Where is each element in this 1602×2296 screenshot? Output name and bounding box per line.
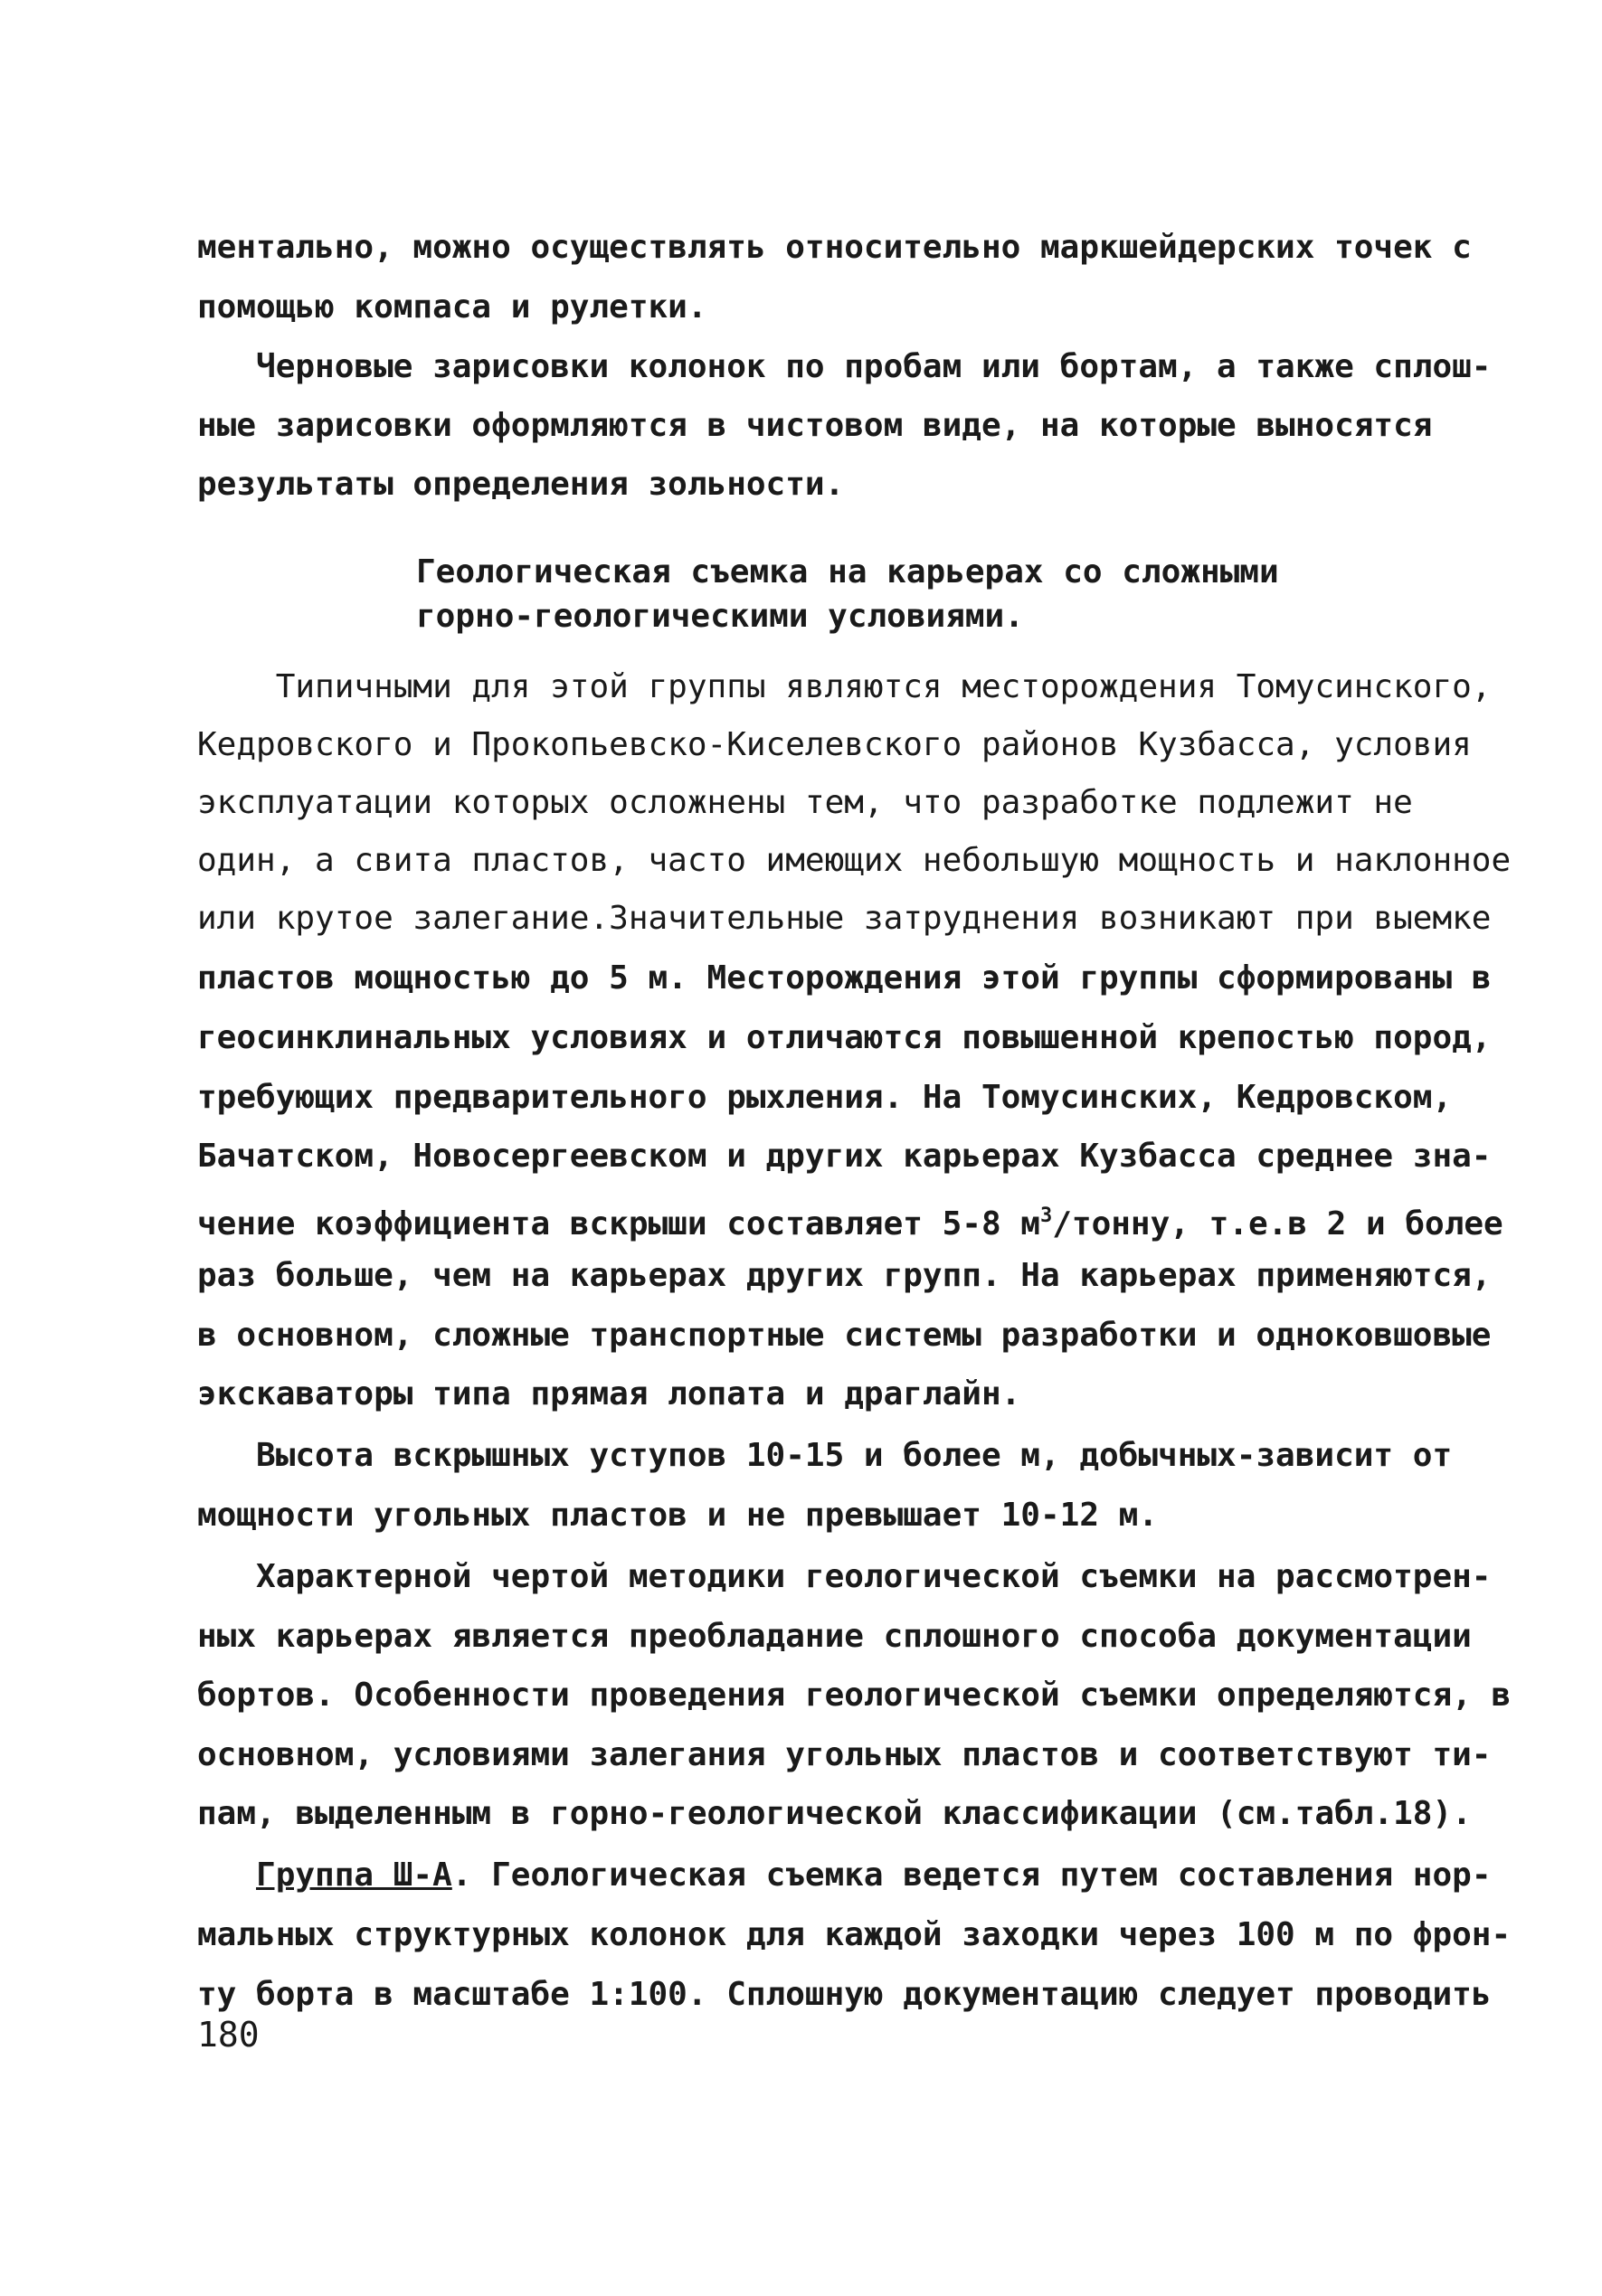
text-line [197, 1856, 1492, 1895]
text-line: или крутое залегание.Значительные затруднения возникают при выемке [197, 900, 1492, 937]
text-line: ментально, можно осуществлять относительно маркшейдерских точек с [197, 229, 1472, 266]
section-heading: Геологическая съемка на карьерах со сложными [416, 553, 1279, 591]
text-line: бортов. Особенности проведения геологической съемки определяются, в [197, 1677, 1512, 1714]
text-line: в основном, сложные транспортные системы разработки и одноковшовые [197, 1317, 1492, 1354]
text-line: эксплуатации которых осложнены тем, что разработке подлежит не [197, 784, 1413, 821]
text-line: один, а свита пластов, часто имеющих небольшую мощность и наклонное [197, 842, 1512, 879]
text-line: Черновые зарисовки колонок по пробам или бортам, а также сплош- [197, 348, 1492, 385]
text-line [197, 1196, 1503, 1244]
group-label: Группа Ш-А [256, 1857, 452, 1894]
text-line: ные зарисовки оформляются в чистовом виде, на которые выносятся [197, 407, 1433, 444]
text-line: пластов мощностью до 5 м. Месторождения этой группы сформированы в [197, 959, 1492, 997]
text-segment: /тонну, т.е.в 2 и более [1052, 1205, 1503, 1242]
text-line: Характерной чертой методики геологической съемки на рассмотрен- [197, 1558, 1492, 1595]
text-line: требующих предварительного рыхления. На Томусинских, Кедровском, [197, 1079, 1453, 1116]
text-line: Кедровского и Прокопьевско-Киселевского районов Кузбасса, условия [197, 726, 1472, 763]
text-line: мальных структурных колонок для каждой заходки через 100 м по фрон- [197, 1916, 1512, 1953]
text-line: Высота вскрышных уступов 10-15 и более м, добычных-зависит от [197, 1437, 1453, 1474]
text-line: Бачатском, Новосергеевском и других карьерах Кузбасса среднее зна- [197, 1138, 1492, 1175]
text-line: помощью компаса и рулетки. [197, 288, 707, 326]
text-line: раз больше, чем на карьерах других групп. На карьерах применяются, [197, 1257, 1492, 1294]
text-line: основном, условиями залегания угольных пластов и соответствуют ти- [197, 1736, 1492, 1773]
text-line: результаты определения зольности. [197, 466, 845, 503]
text-line: ту борта в масштабе 1:100. Сплошную документацию следует проводить [197, 1976, 1492, 2013]
text-line: Типичными для этой группы являются месторождения Томусинского, [197, 668, 1492, 705]
superscript: 3 [1039, 1205, 1053, 1227]
text-line: геосинклинальных условиях и отличаются повышенной крепостью пород, [197, 1019, 1492, 1056]
section-heading: горно-геологическими условиями. [416, 598, 1024, 635]
text-segment: . Геологическая съемка ведется путем составления нор- [451, 1857, 1492, 1894]
text-line: мощности угольных пластов и не превышает 10-12 м. [197, 1497, 1159, 1534]
text-line: ных карьерах является преобладание сплошного способа документации [197, 1618, 1472, 1655]
text-line: пам, выделенным в горно-геологической классификации (см.табл.18). [197, 1795, 1472, 1832]
page-number: 180 [197, 2015, 260, 2055]
text-line: экскаваторы типа прямая лопата и драглайн. [197, 1375, 1021, 1413]
text-segment: чение коэффициента вскрыши составляет 5-8 м [197, 1205, 1040, 1242]
